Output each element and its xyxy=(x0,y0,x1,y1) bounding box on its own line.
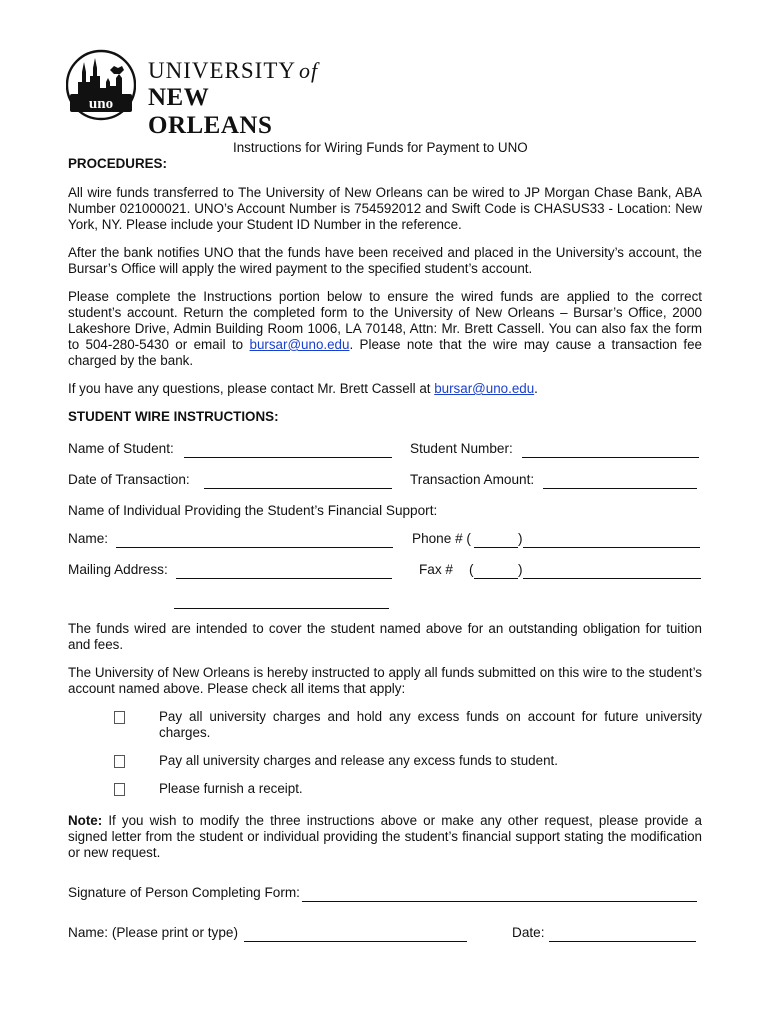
fax-area-code-line[interactable] xyxy=(474,578,518,579)
bank-notification-paragraph: After the bank notifies UNO that the funds have been received and placed in the University’s account, the Bursar’s Office will apply the wired payment to the specified student’s account. xyxy=(68,245,702,276)
date-of-transaction-label: Date of Transaction: xyxy=(68,472,190,487)
page-title: Instructions for Wiring Funds for Payment to UNO xyxy=(233,140,528,155)
mailing-address-line-1[interactable] xyxy=(176,578,392,579)
apply-funds-paragraph: The University of New Orleans is hereby instructed to apply all funds submitted on this wire to the student’s account named above. Please check all items that apply: xyxy=(68,665,702,696)
name-of-student-line[interactable] xyxy=(184,457,392,458)
phone-area-code-line[interactable] xyxy=(474,547,518,548)
option-checkbox-3[interactable] xyxy=(114,783,125,801)
university-logo xyxy=(66,48,319,139)
mailing-address-label: Mailing Address: xyxy=(68,562,168,577)
logo-of: of xyxy=(299,58,319,83)
option-checkbox-2[interactable] xyxy=(114,755,125,773)
mailing-address-line-2[interactable] xyxy=(174,608,389,609)
phone-number-line[interactable] xyxy=(523,547,700,548)
bursar-email-link-2[interactable]: bursar@uno.edu xyxy=(434,381,535,396)
bursar-email-link-1[interactable]: bursar@uno.edu xyxy=(249,337,350,352)
option-checkbox-1[interactable] xyxy=(114,711,125,729)
fax-label: Fax # xyxy=(419,562,453,577)
transaction-amount-label: Transaction Amount: xyxy=(410,472,535,487)
signature-label: Signature of Person Completing Form: xyxy=(68,885,300,900)
logo-line2: NEW ORLEANS xyxy=(148,84,273,139)
signature-line[interactable] xyxy=(302,901,697,902)
print-name-label: Name: (Please print or type) xyxy=(68,925,238,940)
note-label: Note: xyxy=(68,813,103,828)
transaction-amount-line[interactable] xyxy=(543,488,697,489)
name-label: Name: xyxy=(68,531,109,546)
uno-seal-icon xyxy=(66,48,136,122)
date-line[interactable] xyxy=(549,941,696,942)
option-label-3: Please furnish a receipt. xyxy=(159,781,303,796)
funds-intent-paragraph: The funds wired are intended to cover the student named above for an outstanding obligation for tuition and fees. xyxy=(68,621,702,652)
logo-line1: UNIVERSITY xyxy=(148,58,296,83)
print-name-line[interactable] xyxy=(244,941,467,942)
name-line[interactable] xyxy=(116,547,393,548)
questions-paragraph: If you have any questions, please contact Mr. Brett Cassell at bursar@uno.edu. xyxy=(68,381,538,396)
option-label-2: Pay all university charges and release any excess funds to student. xyxy=(159,753,558,768)
phone-label: Phone # ( xyxy=(412,531,471,546)
option-label-1: Pay all university charges and hold any excess funds on account for future university charges. xyxy=(159,709,702,740)
financial-support-heading: Name of Individual Providing the Student’s Financial Support: xyxy=(68,503,438,518)
return-form-paragraph: Please complete the Instructions portion below to ensure the wired funds are applied to the correct student’s account. Return the completed form to the University of New Orleans – Bursar’s Office, 2000 Lakeshore Drive, Admin Building Room 1006, LA 70148, Attn: Mr. Brett Cassell. You can also fax the form to 504-280-5430 or email to bursar@uno.edu. Please note that the wire may cause a transaction fee charged by the bank. xyxy=(68,289,702,368)
svg-text:uno: uno xyxy=(88,96,114,112)
student-wire-heading: STUDENT WIRE INSTRUCTIONS: xyxy=(68,409,279,424)
date-of-transaction-line[interactable] xyxy=(204,488,392,489)
student-number-line[interactable] xyxy=(522,457,699,458)
procedures-heading: PROCEDURES: xyxy=(68,156,167,171)
name-of-student-label: Name of Student: xyxy=(68,441,174,456)
date-label: Date: xyxy=(512,925,545,940)
wire-details-paragraph: All wire funds transferred to The University of New Orleans can be wired to JP Morgan Chase Bank, ABA Number 021000021. UNO’s Account Number is 754592012 and Swift Code is CHASUS33 - Location: New York, NY. Please include your Student ID Number in the reference. xyxy=(68,185,702,232)
fax-number-line[interactable] xyxy=(523,578,701,579)
student-number-label: Student Number: xyxy=(410,441,513,456)
note-paragraph: Note: If you wish to modify the three instructions above or make any other request, please provide a signed letter from the student or individual providing the student’s financial support stating the modification or new request. xyxy=(68,813,702,860)
